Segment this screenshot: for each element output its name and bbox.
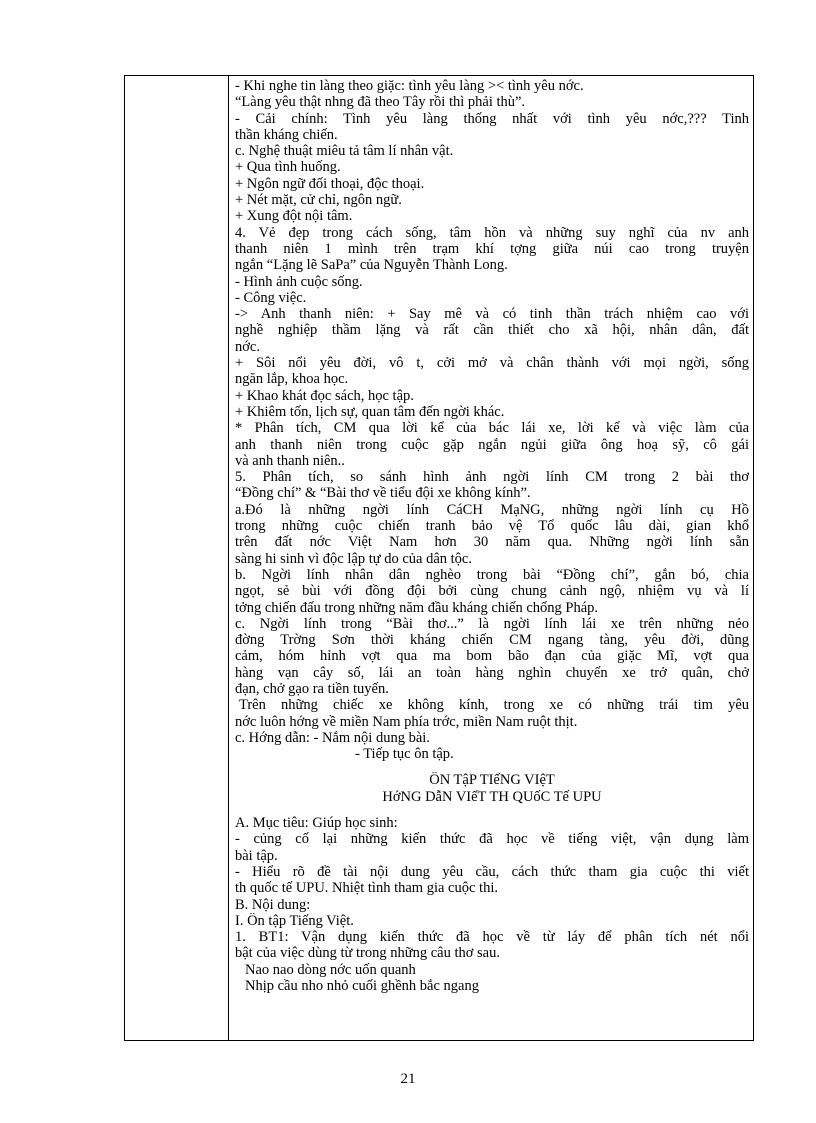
- text-line: sàng hi sinh vì độc lập tự do của dân tộc.: [235, 550, 472, 567]
- text-line: Trên những chiếc xe không kính, trong xe có những trái tim yêu: [239, 697, 749, 714]
- text-line: + Sôi nổi yêu đời, vô t, cởi mở và chân thành với mọi ngời, sống: [235, 355, 749, 372]
- text-line: + Khiêm tốn, lịch sự, quan tâm đến ngời khác.: [235, 403, 505, 420]
- text-line: “Đồng chí” & “Bài thơ về tiểu đội xe không kính”.: [235, 485, 531, 502]
- text-line: th quốc tế UPU. Nhiệt tình tham gia cuộc thi.: [235, 880, 498, 897]
- text-line: cảm, hóm hỉnh vợt qua ma bom bão đạn của giặc Mĩ, vợt qua: [235, 648, 749, 665]
- text-line: bài tập.: [235, 847, 278, 864]
- text-line: c. Hớng dẫn: - Nắm nội dung bài.: [235, 729, 430, 746]
- text-line: hàng vạn cây số, lái an toàn hàng nghìn chuyến xe trở quân, chở: [235, 664, 749, 681]
- text-line: B. Nội dung:: [235, 896, 311, 913]
- text-line: thần kháng chiến.: [235, 126, 338, 143]
- text-line: - củng cố lại những kiến thức đã học về tiếng việt, vận dụng làm: [235, 831, 749, 848]
- text-line: Nao nao dòng nớc uốn quanh: [245, 961, 416, 978]
- content-table: [124, 75, 754, 1041]
- text-line: - Công việc.: [235, 289, 307, 306]
- text-line: Nhịp cầu nho nhỏ cuối ghềnh bắc ngang: [245, 978, 479, 995]
- text-line: - Tiếp tục ôn tập.: [355, 746, 454, 763]
- text-line: a.Đó là những ngời lính CáCH MạNG, những ngời lính cụ Hồ: [235, 501, 749, 518]
- text-line: trên đất nớc Việt Nam hơn 30 năm qua. Những ngời lính sẵn: [235, 534, 749, 551]
- text-line: + Ngôn ngữ đối thoại, độc thoại.: [235, 175, 425, 192]
- text-line: ngăn lắp, khoa học.: [235, 371, 349, 388]
- text-line: 4. Vẻ đẹp trong cách sống, tâm hồn và những suy nghĩ của nv anh: [235, 224, 749, 241]
- text-line: nớc luôn hớng về miền Nam phía trớc, miền Nam ruột thịt.: [235, 713, 578, 730]
- text-line: tởng chiến đấu trong những năm đầu kháng chiến chống Pháp.: [235, 599, 599, 616]
- text-line: “Làng yêu thật nhng đã theo Tây rồi thì phải thù”.: [235, 94, 526, 111]
- text-line: nớc.: [235, 338, 260, 355]
- text-line: + Qua tình huống.: [235, 159, 341, 176]
- text-line: thanh niên 1 mình trên trạm khí tợng giữa núi cao trong truyện: [235, 240, 749, 257]
- text-line: 5. Phân tích, so sánh hình ảnh ngời lính CM trong 2 bài thơ: [235, 469, 749, 486]
- section-heading: ÔN TậP TIếNG VIệT: [429, 772, 555, 789]
- page-number: 21: [400, 1071, 416, 1087]
- text-line: anh thanh niên trong cuộc gặp ngắn ngủi giữa ông hoạ sỹ, cô gái: [235, 436, 749, 453]
- text-line: * Phân tích, CM qua lời kể của bác lái xe, lời kể và việc làm của: [235, 420, 749, 437]
- text-line: A. Mục tiêu: Giúp học sinh:: [235, 815, 398, 832]
- text-line: đờng Trờng Sơn thời kháng chiến CM ngang tàng, yêu đời, dũng: [235, 632, 749, 649]
- text-line: 1. BT1: Vận dụng kiến thức đã học về từ láy để phân tích nét nổi: [235, 929, 749, 946]
- text-line: + Xung đột nội tâm.: [235, 208, 353, 225]
- text-line: c. Nghệ thuật miêu tả tâm lí nhân vật.: [235, 143, 454, 160]
- text-line: ngọt, sẻ bùi với đồng đội bởi cùng chung cảnh ngộ, nhiệm vụ và lí: [235, 583, 749, 600]
- text-line: trong những cuộc chiến tranh bảo vệ Tổ quốc lâu dài, gian khổ: [235, 518, 749, 535]
- text-line: - Khi nghe tin làng theo giặc: tình yêu làng >< tình yêu nớc.: [235, 78, 584, 94]
- text-line: bật của việc dùng từ trong những câu thơ sau.: [235, 945, 500, 962]
- section-heading: HớNG DẫN VIếT TH QUốC Tế UPU: [382, 788, 602, 805]
- text-line: b. Ngời lính nhân dân nghèo trong bài “Đồng chí”, gắn bó, chia: [235, 566, 749, 583]
- text-line: đạn, chở gạo ra tiền tuyến.: [235, 680, 389, 697]
- text-line: ngắn “Lặng lẽ SaPa” của Nguyễn Thành Long.: [235, 257, 508, 274]
- text-line: và anh thanh niên..: [235, 452, 345, 469]
- text-line: + Khao khát đọc sách, học tập.: [235, 387, 414, 404]
- text-line: nghề nghiệp thầm lặng và rất cần thiết cho xã hội, nhân dân, đất: [235, 322, 749, 339]
- text-line: - Hiểu rõ đề tài nội dung yêu cầu, cách thức tham gia cuộc thi viết: [235, 863, 749, 880]
- left-column: [125, 76, 229, 1040]
- right-column: [235, 78, 749, 1038]
- text-line: I. Ôn tập Tiếng Việt.: [235, 912, 354, 929]
- text-line: - Cải chính: Tình yêu làng thống nhất với tình yêu nớc,??? Tinh: [235, 110, 749, 127]
- text-line: -> Anh thanh niên: + Say mê và có tinh thần trách nhiệm cao với: [235, 306, 749, 323]
- text-line: - Hình ảnh cuộc sống.: [235, 273, 363, 290]
- text-line: c. Ngời lính trong “Bài thơ...” là ngời lính lái xe trên những nẻo: [235, 615, 749, 632]
- text-line: + Nét mặt, cử chỉ, ngôn ngữ.: [235, 192, 402, 209]
